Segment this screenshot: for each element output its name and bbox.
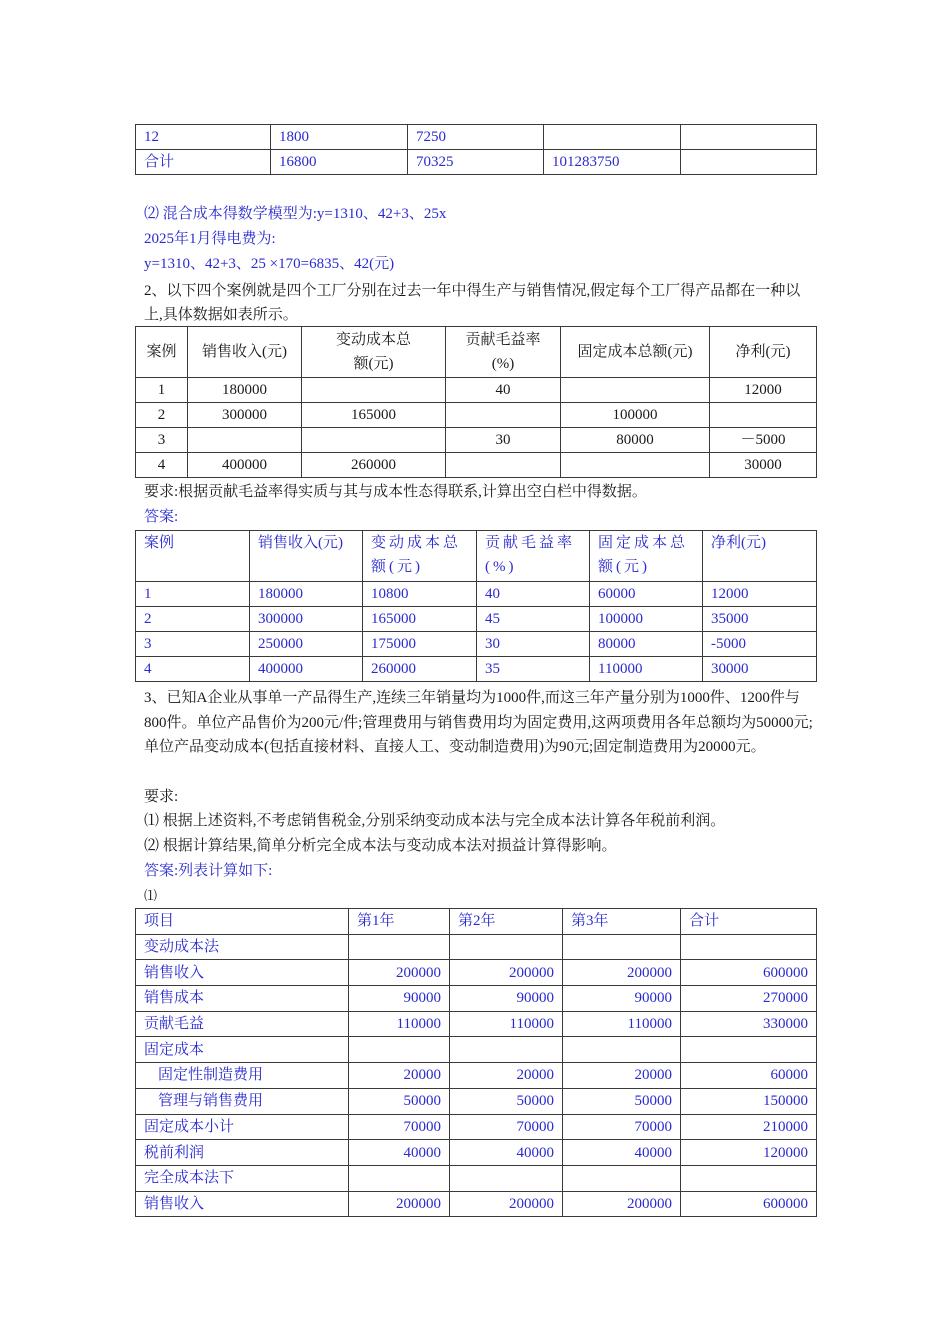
- table-row: [136, 428, 817, 453]
- table-row: [136, 1063, 817, 1089]
- table-row-total: [136, 150, 817, 175]
- column-header: 贡献毛益率(%): [477, 531, 590, 582]
- table-cell: 16800: [271, 150, 408, 175]
- table-row-section: [136, 934, 817, 960]
- table-cell: 60000: [590, 582, 703, 607]
- table-row: [136, 986, 817, 1012]
- table-cell: 35000: [703, 607, 817, 632]
- table-cell: 30000: [703, 657, 817, 682]
- row-label: 销售成本: [136, 986, 349, 1012]
- table-cell: 合计: [136, 150, 271, 175]
- column-header: 固定成本总额(元): [590, 531, 703, 582]
- row-label: 管理与销售费用: [136, 1088, 349, 1114]
- row-label: 固定成本小计: [136, 1114, 349, 1140]
- row-label: 固定成本: [136, 1037, 349, 1063]
- table-cell: 300000: [188, 403, 302, 428]
- table-row: [136, 378, 817, 403]
- question3-requirement-2: ⑵ 根据计算结果,简单分析完全成本法与变动成本法对损益计算得影响。: [144, 838, 617, 854]
- table-cell: [681, 1037, 817, 1063]
- table-header-row: [136, 531, 817, 582]
- table-cell: 180000: [188, 378, 302, 403]
- table-row: [136, 582, 817, 607]
- table-cell: [188, 428, 302, 453]
- column-header: 变动成本总额(元): [363, 531, 477, 582]
- table-cell: 40000: [563, 1140, 681, 1166]
- table-cell: [349, 1165, 450, 1191]
- table-cell: 1: [136, 378, 188, 403]
- table-cell: [450, 1165, 563, 1191]
- column-header: 案例: [136, 531, 250, 582]
- table-cell: 260000: [363, 657, 477, 682]
- table-cell: 60000: [681, 1063, 817, 1089]
- table-cell: [563, 1165, 681, 1191]
- table-cell: 3: [136, 632, 250, 657]
- table-cell: [563, 1037, 681, 1063]
- row-label: 变动成本法: [136, 934, 349, 960]
- table-cell: [302, 378, 446, 403]
- table-cell: 200000: [349, 1191, 450, 1217]
- table-cell: 4: [136, 453, 188, 478]
- table-cell: [561, 453, 710, 478]
- table-row: [136, 607, 817, 632]
- table-row: [136, 1140, 817, 1166]
- table-cell: 1: [136, 582, 250, 607]
- table-row: [136, 1011, 817, 1037]
- table-cell: 45: [477, 607, 590, 632]
- table-header-row: [136, 909, 817, 935]
- row-label: 完全成本法下: [136, 1165, 349, 1191]
- electricity-data-table-continued: [135, 124, 817, 175]
- column-header: 净利(元): [710, 327, 817, 378]
- table-cell: 600000: [681, 1191, 817, 1217]
- table-cell: 12: [136, 125, 271, 150]
- table-cell: 165000: [302, 403, 446, 428]
- row-label: 固定性制造费用: [136, 1063, 349, 1089]
- table-cell: 90000: [563, 986, 681, 1012]
- table-cell: 2: [136, 607, 250, 632]
- table-cell: 260000: [302, 453, 446, 478]
- table-cell: 110000: [450, 1011, 563, 1037]
- table-cell: 110000: [590, 657, 703, 682]
- table-cell: 20000: [349, 1063, 450, 1089]
- table-row: [136, 960, 817, 986]
- table-cell: 270000: [681, 986, 817, 1012]
- question2-intro: 2、以下四个案例就是四个工厂分别在过去一年中得生产与销售情况,假定每个工厂得产品都在一种以上,具体数据如表所示。: [144, 283, 801, 323]
- row-label: 销售收入: [136, 1191, 349, 1217]
- question3-answer-label: 答案:列表计算如下:: [144, 863, 273, 879]
- column-header: 项目: [136, 909, 349, 935]
- column-header: 第2年: [450, 909, 563, 935]
- row-label: 贡献毛益: [136, 1011, 349, 1037]
- table-cell: 120000: [681, 1140, 817, 1166]
- question2-answer-label: 答案:: [144, 509, 179, 525]
- table-row: [136, 1088, 817, 1114]
- table-cell: [302, 428, 446, 453]
- table-cell: 12000: [710, 378, 817, 403]
- table-row-section: [136, 1037, 817, 1063]
- table-row: [136, 403, 817, 428]
- table-cell: 110000: [563, 1011, 681, 1037]
- question2-answer-table: [135, 530, 817, 682]
- table-cell: 100000: [561, 403, 710, 428]
- table-cell: 110000: [349, 1011, 450, 1037]
- row-label: 销售收入: [136, 960, 349, 986]
- table-cell: 80000: [561, 428, 710, 453]
- table-cell: 30: [446, 428, 561, 453]
- table-cell: 200000: [450, 960, 563, 986]
- table-cell: 70000: [563, 1114, 681, 1140]
- table-cell: [450, 934, 563, 960]
- mixed-cost-model-line: ⑵ 混合成本得数学模型为:y=1310、42+3、25x: [144, 206, 447, 222]
- electricity-calc-line: y=1310、42+3、25 ×170=6835、42(元): [144, 256, 395, 272]
- table-cell: 40: [446, 378, 561, 403]
- table-cell: [349, 1037, 450, 1063]
- table-row: [136, 125, 817, 150]
- table-cell: [446, 403, 561, 428]
- table-cell: 2: [136, 403, 188, 428]
- question3-profit-table: [135, 908, 817, 1217]
- table-cell: -5000: [703, 632, 817, 657]
- table-cell: 90000: [450, 986, 563, 1012]
- table-cell: 250000: [250, 632, 363, 657]
- table-cell: 175000: [363, 632, 477, 657]
- table-cell: 20000: [563, 1063, 681, 1089]
- table-row: [136, 453, 817, 478]
- column-header: 变动成本总额(元): [302, 327, 446, 378]
- column-header: 销售收入(元): [188, 327, 302, 378]
- table-row: [136, 657, 817, 682]
- column-header: 案例: [136, 327, 188, 378]
- table-cell: 50000: [563, 1088, 681, 1114]
- table-cell: 101283750: [544, 150, 681, 175]
- table-cell: 3: [136, 428, 188, 453]
- table-cell: 7250: [408, 125, 544, 150]
- table-cell: [446, 453, 561, 478]
- table-cell: 40: [477, 582, 590, 607]
- table-cell: 80000: [590, 632, 703, 657]
- table-cell: 4: [136, 657, 250, 682]
- table-cell: [349, 934, 450, 960]
- column-header: 贡献毛益率(%): [446, 327, 561, 378]
- table-cell: 70000: [349, 1114, 450, 1140]
- table-cell: [681, 125, 817, 150]
- table-header-row: [136, 327, 817, 378]
- table-cell: 30: [477, 632, 590, 657]
- question2-table: [135, 326, 817, 478]
- table-cell: 200000: [563, 1191, 681, 1217]
- table-cell: [681, 1165, 817, 1191]
- table-cell: 70000: [450, 1114, 563, 1140]
- table-cell: 10800: [363, 582, 477, 607]
- question2-requirement: 要求:根据贡献毛益率得实质与其与成本性态得联系,计算出空白栏中得数据。: [144, 484, 647, 500]
- column-header: 净利(元): [703, 531, 817, 582]
- month-electricity-label: 2025年1月得电费为:: [144, 231, 276, 247]
- table-cell: 90000: [349, 986, 450, 1012]
- question3-part-label: ⑴: [144, 888, 158, 903]
- table-cell: 150000: [681, 1088, 817, 1114]
- table-cell: 35: [477, 657, 590, 682]
- table-row: [136, 1114, 817, 1140]
- table-cell: 330000: [681, 1011, 817, 1037]
- row-label: 税前利润: [136, 1140, 349, 1166]
- table-cell: 30000: [710, 453, 817, 478]
- table-cell: 12000: [703, 582, 817, 607]
- table-cell: [450, 1037, 563, 1063]
- table-cell: 200000: [349, 960, 450, 986]
- table-cell: －5000: [710, 428, 817, 453]
- table-cell: 200000: [450, 1191, 563, 1217]
- table-row: [136, 632, 817, 657]
- table-cell: 400000: [250, 657, 363, 682]
- question3-requirement-1: ⑴ 根据上述资料,不考虑销售税金,分别采纳变动成本法与完全成本法计算各年税前利润。: [144, 813, 726, 829]
- table-cell: 100000: [590, 607, 703, 632]
- column-header: 固定成本总额(元): [561, 327, 710, 378]
- table-cell: 40000: [450, 1140, 563, 1166]
- table-cell: 210000: [681, 1114, 817, 1140]
- table-row: [136, 1191, 817, 1217]
- table-cell: 40000: [349, 1140, 450, 1166]
- table-row-section: [136, 1165, 817, 1191]
- column-header: 销售收入(元): [250, 531, 363, 582]
- column-header: 合计: [681, 909, 817, 935]
- table-cell: [710, 403, 817, 428]
- question3-intro: 3、已知A企业从事单一产品得生产,连续三年销量均为1000件,而这三年产量分别为1000件、1200件与800件。单位产品售价为200元/件;管理费用与销售费用均为固定费用,这两项费用各年总额均为50000元;单位产品变动成本(包括直接材料、直接人工、变动制造费用)为90元;固定制造费用为20000元。: [144, 690, 813, 755]
- table-cell: 180000: [250, 582, 363, 607]
- table-cell: [561, 378, 710, 403]
- column-header: 第3年: [563, 909, 681, 935]
- table-cell: 50000: [349, 1088, 450, 1114]
- table-cell: 600000: [681, 960, 817, 986]
- table-cell: [544, 125, 681, 150]
- table-cell: 20000: [450, 1063, 563, 1089]
- table-cell: 165000: [363, 607, 477, 632]
- table-cell: 200000: [563, 960, 681, 986]
- table-cell: [681, 150, 817, 175]
- table-cell: 1800: [271, 125, 408, 150]
- table-cell: 400000: [188, 453, 302, 478]
- table-cell: 50000: [450, 1088, 563, 1114]
- table-cell: [681, 934, 817, 960]
- table-cell: 70325: [408, 150, 544, 175]
- question3-requirement-label: 要求:: [144, 789, 179, 805]
- table-cell: [563, 934, 681, 960]
- table-cell: 300000: [250, 607, 363, 632]
- column-header: 第1年: [349, 909, 450, 935]
